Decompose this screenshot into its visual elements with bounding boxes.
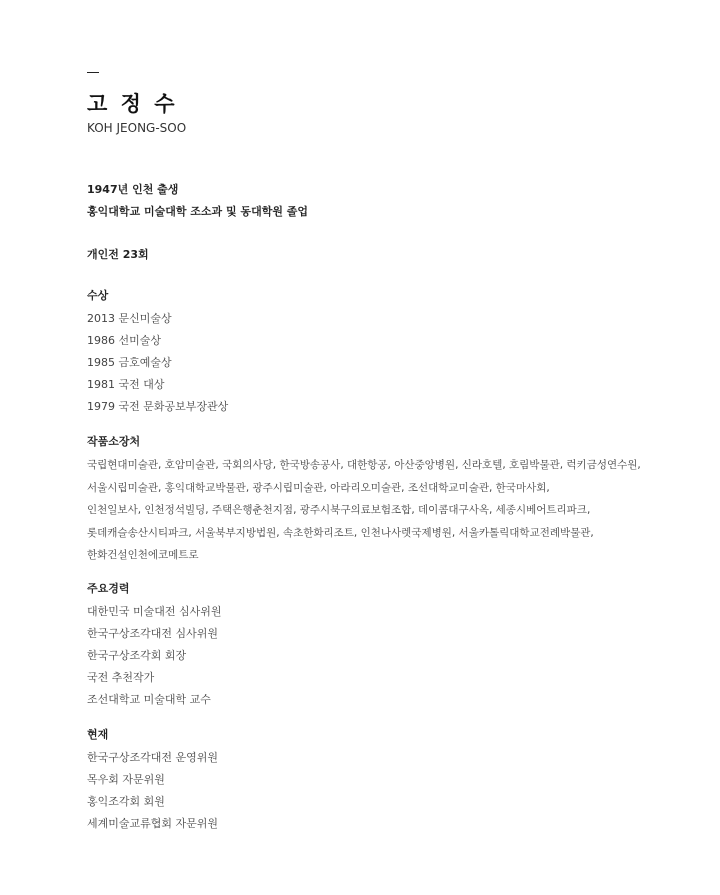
career-item: 조선대학교 미술대학 교수	[87, 693, 211, 706]
current-title: 현재	[87, 728, 109, 741]
career-title: 주요경력	[87, 582, 130, 595]
collections-line: 한화건설인천에코메트로	[87, 549, 199, 561]
career-item: 대한민국 미술대전 심사위원	[87, 605, 222, 618]
award-item: 1981 국전 대상	[87, 378, 165, 391]
artist-name-english: KOH JEONG-SOO	[87, 121, 187, 135]
bio-section	[87, 179, 707, 223]
bio-education: 홍익대학교 미술대학 조소과 및 동대학원 졸업	[87, 205, 309, 218]
bio-birth: 1947년 인천 출생	[87, 183, 179, 196]
career-section	[87, 578, 707, 711]
current-item: 한국구상조각대전 운영위원	[87, 751, 219, 764]
career-item: 한국구상조각회 회장	[87, 649, 187, 662]
award-item: 1985 금호예술상	[87, 356, 172, 369]
collections-section	[87, 431, 707, 567]
collections-line: 서울시립미술관, 홍익대학교박물관, 광주시립미술관, 아라리오미술관, 조선대학교미술관, 한국마사회,	[87, 481, 550, 494]
current-item: 홍익조각회 회원	[87, 795, 165, 808]
collections-line: 롯데캐슬송산시티파크, 서울북부지방법원, 속초한화리조트, 인천나사렛국제병원, 서울카톨릭대학교전례박물관,	[87, 526, 594, 539]
award-item: 1979 국전 문화공보부장관상	[87, 400, 229, 413]
awards-section	[87, 285, 707, 418]
title-dash	[87, 72, 99, 73]
career-item: 한국구상조각대전 심사위원	[87, 627, 219, 640]
artist-name-korean: 고 정 수	[87, 92, 178, 116]
career-item: 국전 추천작가	[87, 671, 155, 684]
solo-exhibitions-section	[87, 244, 707, 266]
solo-exhibitions-count: 개인전 23회	[87, 248, 149, 261]
collections-line: 인천일보사, 인천정석빌딩, 주택은행춘천지점, 광주시북구의료보험조합, 데이콤대구사옥, 세종시베어트리파크,	[87, 504, 591, 516]
current-section	[87, 724, 707, 835]
award-item: 1986 선미술상	[87, 334, 161, 347]
current-item: 세계미술교류협회 자문위원	[87, 817, 219, 830]
awards-title: 수상	[87, 289, 109, 302]
collections-title: 작품소장처	[87, 435, 141, 448]
collections-line: 국립현대미술관, 호암미술관, 국회의사당, 한국방송공사, 대한항공, 아산중앙병원, 신라호텔, 호림박물관, 럭키금성연수원,	[87, 459, 641, 471]
current-item: 목우회 자문위원	[87, 773, 165, 786]
award-item: 2013 문신미술상	[87, 312, 172, 325]
